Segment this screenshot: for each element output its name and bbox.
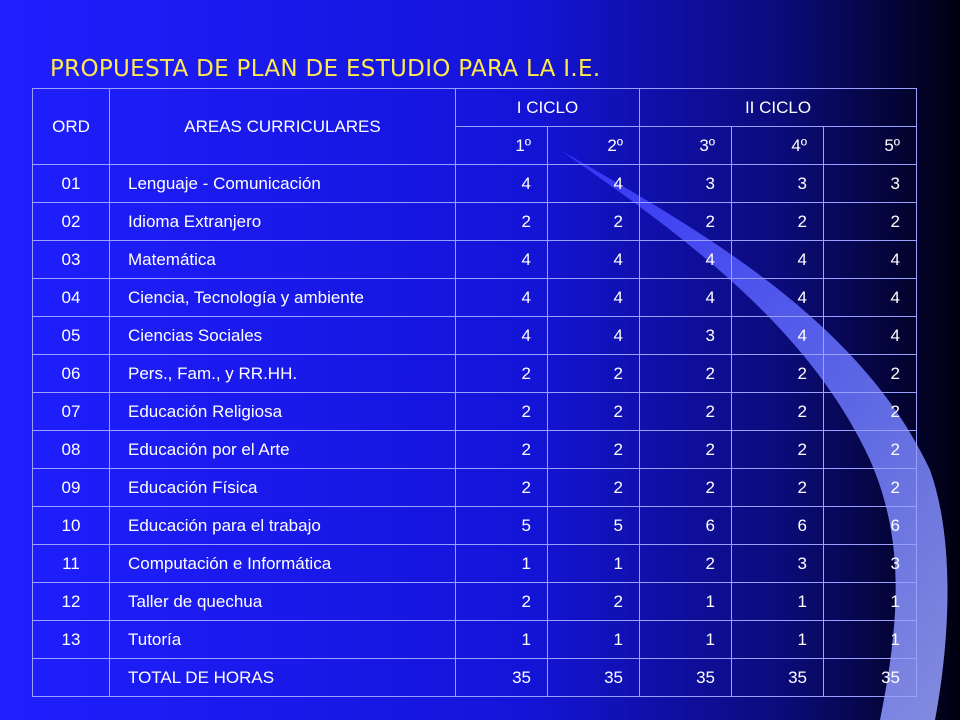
hours-cell: 2 [548, 355, 640, 393]
area-cell: Idioma Extranjero [110, 203, 456, 241]
hours-cell: 6 [640, 507, 732, 545]
grade-header: 1º [456, 127, 548, 165]
hours-cell: 4 [456, 279, 548, 317]
ciclo2-header: II CICLO [640, 89, 917, 127]
hours-cell: 6 [732, 507, 824, 545]
area-cell: Taller de quechua [110, 583, 456, 621]
table-row [33, 279, 917, 317]
grade-header: 4º [732, 127, 824, 165]
hours-cell: 2 [732, 203, 824, 241]
ord-cell: 05 [33, 317, 110, 355]
hours-cell: 5 [456, 507, 548, 545]
grade-header: 2º [548, 127, 640, 165]
area-cell: Matemática [110, 241, 456, 279]
hours-cell: 4 [640, 279, 732, 317]
ord-cell: 03 [33, 241, 110, 279]
hours-cell: 4 [456, 241, 548, 279]
hours-cell: 2 [456, 355, 548, 393]
table-row [33, 507, 917, 545]
hours-cell: 4 [824, 279, 917, 317]
hours-cell: 35 [456, 659, 548, 697]
hours-cell: 3 [732, 545, 824, 583]
hours-cell: 1 [824, 621, 917, 659]
hours-cell: 1 [456, 621, 548, 659]
hours-cell: 2 [824, 431, 917, 469]
hours-cell: 3 [824, 545, 917, 583]
ord-cell: 07 [33, 393, 110, 431]
hours-cell: 35 [548, 659, 640, 697]
hours-cell: 2 [640, 469, 732, 507]
hours-cell: 1 [548, 621, 640, 659]
hours-cell: 2 [824, 355, 917, 393]
hours-cell: 2 [824, 469, 917, 507]
hours-cell: 4 [548, 317, 640, 355]
hours-cell: 35 [824, 659, 917, 697]
grade-header: 5º [824, 127, 917, 165]
hours-cell: 2 [456, 469, 548, 507]
hours-cell: 3 [640, 165, 732, 203]
area-cell: Educación por el Arte [110, 431, 456, 469]
hours-cell: 2 [548, 583, 640, 621]
ciclo1-header: I CICLO [456, 89, 640, 127]
ord-cell [33, 659, 110, 697]
area-cell: Tutoría [110, 621, 456, 659]
hours-cell: 2 [548, 203, 640, 241]
hours-cell: 2 [640, 355, 732, 393]
total-row [33, 659, 917, 697]
areas-header: AREAS CURRICULARES [110, 89, 456, 165]
hours-cell: 2 [548, 393, 640, 431]
area-cell: Pers., Fam., y RR.HH. [110, 355, 456, 393]
ord-cell: 06 [33, 355, 110, 393]
hours-cell: 1 [640, 583, 732, 621]
area-cell: Educación para el trabajo [110, 507, 456, 545]
table-row [33, 621, 917, 659]
hours-cell: 1 [456, 545, 548, 583]
hours-cell: 4 [732, 241, 824, 279]
ord-cell: 11 [33, 545, 110, 583]
table-row [33, 355, 917, 393]
ord-cell: 01 [33, 165, 110, 203]
hours-cell: 4 [732, 317, 824, 355]
grade-header: 3º [640, 127, 732, 165]
hours-cell: 6 [824, 507, 917, 545]
hours-cell: 2 [456, 393, 548, 431]
area-cell: Ciencias Sociales [110, 317, 456, 355]
hours-cell: 4 [456, 165, 548, 203]
hours-cell: 2 [456, 431, 548, 469]
hours-cell: 3 [732, 165, 824, 203]
table-row [33, 583, 917, 621]
ord-cell: 12 [33, 583, 110, 621]
hours-cell: 2 [456, 583, 548, 621]
hours-cell: 2 [732, 393, 824, 431]
hours-cell: 4 [548, 165, 640, 203]
hours-cell: 2 [824, 203, 917, 241]
hours-cell: 3 [640, 317, 732, 355]
hours-cell: 4 [640, 241, 732, 279]
ord-cell: 10 [33, 507, 110, 545]
hours-cell: 4 [824, 241, 917, 279]
table-row [33, 317, 917, 355]
hours-cell: 4 [824, 317, 917, 355]
area-cell: Ciencia, Tecnología y ambiente [110, 279, 456, 317]
hours-cell: 2 [824, 393, 917, 431]
table-row [33, 431, 917, 469]
hours-cell: 4 [732, 279, 824, 317]
ord-cell: 08 [33, 431, 110, 469]
hours-cell: 5 [548, 507, 640, 545]
area-cell: Educación Religiosa [110, 393, 456, 431]
area-cell: Lenguaje - Comunicación [110, 165, 456, 203]
hours-cell: 2 [732, 469, 824, 507]
hours-cell: 1 [824, 583, 917, 621]
hours-cell: 4 [456, 317, 548, 355]
hours-cell: 3 [824, 165, 917, 203]
hours-cell: 4 [548, 279, 640, 317]
hours-cell: 1 [732, 621, 824, 659]
hours-cell: 2 [640, 393, 732, 431]
curriculum-table [32, 88, 917, 697]
table-row [33, 393, 917, 431]
hours-cell: 2 [640, 203, 732, 241]
hours-cell: 2 [640, 545, 732, 583]
hours-cell: 35 [732, 659, 824, 697]
hours-cell: 1 [732, 583, 824, 621]
hours-cell: 1 [548, 545, 640, 583]
ord-cell: 04 [33, 279, 110, 317]
hours-cell: 2 [456, 203, 548, 241]
table-row [33, 241, 917, 279]
table-row [33, 545, 917, 583]
hours-cell: 35 [640, 659, 732, 697]
area-cell: Computación e Informática [110, 545, 456, 583]
ord-cell: 13 [33, 621, 110, 659]
table-row [33, 165, 917, 203]
hours-cell: 1 [640, 621, 732, 659]
ord-header: ORD [33, 89, 110, 165]
hours-cell: 4 [548, 241, 640, 279]
ord-cell: 09 [33, 469, 110, 507]
table-row [33, 203, 917, 241]
page-title: PROPUESTA DE PLAN DE ESTUDIO PARA LA I.E. [50, 56, 601, 82]
hours-cell: 2 [640, 431, 732, 469]
table-row [33, 469, 917, 507]
hours-cell: 2 [732, 355, 824, 393]
hours-cell: 2 [548, 469, 640, 507]
hours-cell: 2 [548, 431, 640, 469]
ord-cell: 02 [33, 203, 110, 241]
area-cell: TOTAL DE HORAS [110, 659, 456, 697]
hours-cell: 2 [732, 431, 824, 469]
area-cell: Educación Física [110, 469, 456, 507]
